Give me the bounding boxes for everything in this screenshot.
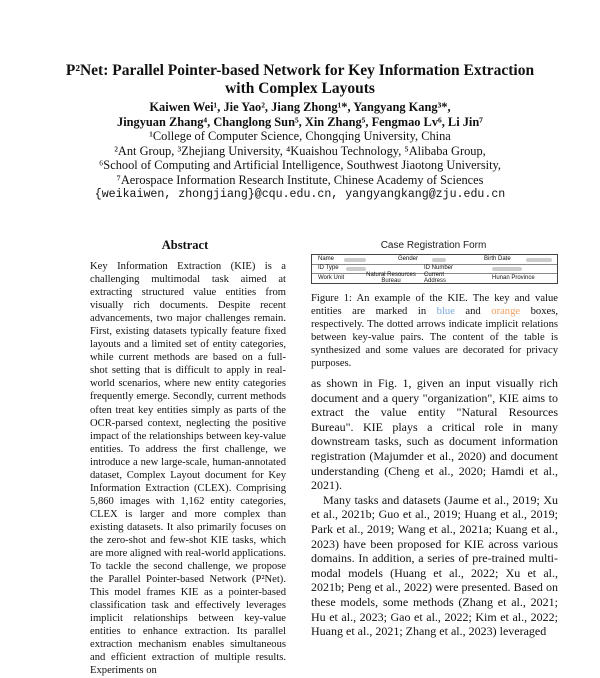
form-label-gender: Gender bbox=[398, 256, 419, 262]
blurred-value bbox=[344, 258, 366, 262]
affiliation-3: ⁶School of Computing and Artificial Intelligence, Southwest Jiaotong University, bbox=[98, 158, 502, 173]
form-label-work-unit: Work Unit bbox=[318, 275, 345, 281]
figure-form-title: Case Registration Form bbox=[380, 240, 487, 251]
abstract-body: Key Information Extraction (KIE) is a challenging multimodal task aimed at extracting structured value entities from visually rich documents. Despite recent advancements, two major challenges remain. First, existing datasets typically feature fixed layouts and a limited set of entity categories, while current methods are based on a full-shot setting that is difficult to apply in real-world scenarios, where new entity categories frequently emerge. Secondly, current methods often treat key entities simply as parts of the OCR-parsed context, neglecting the positive impact of the relationships between key-value entities. To address the first challenge, we introduce a new large-scale, human-annotated dataset, Complex Layout document for Key Information Extraction (CLEX). Comprising 5,860 images with 1,162 entity categories, CLEX is larger and more complex than existing datasets. It also primarily focuses on the zero-shot and few-shot KIE tasks, which are more aligned with real-world applications. To tackle the second challenge, we propose the Parallel Pointer-based Network (P²Net). This model frames KIE as a pointer-based classification task and effectively leverages implicit relationships between key-value entities to enhance extraction. Its parallel extraction mechanism enables simultaneous and efficient extraction of multiple results. Experiments on bbox=[90, 261, 286, 677]
affiliation-2: ²Ant Group, ³Zhejiang University, ⁴Kuaishou Technology, ⁵Alibaba Group, bbox=[114, 143, 486, 158]
caption-text: Figure 1: An example of the KIE. The key and value entities are marked in bbox=[311, 293, 558, 318]
figure-caption bbox=[311, 292, 558, 370]
paper-title bbox=[0, 62, 600, 98]
form-label-id-type: ID Type bbox=[318, 265, 339, 271]
form-row-3 bbox=[312, 273, 557, 283]
affiliation-1: ¹College of Computer Science, Chongqing University, China bbox=[149, 129, 451, 144]
form-value-address: Hunan Province bbox=[492, 275, 535, 281]
author-line-1: Kaiwen Wei¹, Jie Yao², Jiang Zhong¹*, Yangyang Kang³*, bbox=[149, 100, 451, 114]
author-line-2: Jingyuan Zhang⁴, Changlong Sun⁵, Xin Zhang⁵, Fengmao Lv⁶, Li Jin⁷ bbox=[117, 114, 483, 129]
caption-text: and bbox=[454, 306, 492, 318]
form-label-birth-date: Birth Date bbox=[484, 256, 511, 262]
form-label-name: Name bbox=[318, 256, 335, 262]
author-emails: {weikaiwen, zhongjiang}@cqu.edu.cn, yangyangkang@zju.edu.cn bbox=[94, 187, 506, 201]
title-line-2: with Complex Layouts bbox=[225, 80, 375, 97]
author-block bbox=[0, 100, 600, 202]
form-label-current-address: Current Address bbox=[424, 272, 447, 284]
abstract-heading: Abstract bbox=[161, 238, 209, 252]
caption-blue-word: blue bbox=[436, 306, 455, 318]
caption-text: boxes, respectively. The dotted arrows indicate implicit relations between key-value pairs. The content of the table is synthesized and some values are decorated for privacy purposes. bbox=[311, 306, 558, 370]
blurred-value bbox=[492, 267, 522, 271]
body-column-right bbox=[311, 376, 558, 639]
body-paragraph-1: as shown in Fig. 1, given an input visually rich document and a query "organization", KIE aims to extract the value entity "Natural Resources Bureau". KIE plays a critical role in many downstream tasks, such as document information registration (Majumder et al., 2020) and document understanding (Cheng et al., 2020; Hamdi et al., 2021). bbox=[311, 376, 558, 493]
body-paragraph-2: Many tasks and datasets (Jaume et al., 2019; Xu et al., 2021b; Guo et al., 2019; Huang et al., 2019; Park et al., 2019; Wang et al., 2021a; Kuang et al., 2023) have been proposed for KIE across various domains. In addition, a series of pre-trained multi-modal models (Huang et al., 2022; Xu et al., 2021b; Peng et al., 2022) were presented. Based on these models, some methods (Zhang et al., 2021; Hu et al., 2023; Gao et al., 2022; Kim et al., 2022; Huang et al., 2021; Zhang et al., 2023) leveraged bbox=[311, 492, 558, 639]
affiliation-4: ⁷Aerospace Information Research Institute, Chinese Academy of Sciences bbox=[116, 172, 484, 187]
figure-form-table bbox=[311, 254, 558, 284]
title-line-1: P²Net: Parallel Pointer-based Network for Key Information Extraction bbox=[65, 62, 535, 79]
caption-orange-word: orange bbox=[491, 306, 521, 318]
blurred-value bbox=[526, 258, 552, 262]
form-label-id-number: ID Number bbox=[424, 265, 454, 271]
blurred-value bbox=[432, 258, 446, 262]
form-value-work-unit: Natural Resources Bureau bbox=[366, 272, 416, 284]
blurred-value bbox=[346, 267, 366, 271]
